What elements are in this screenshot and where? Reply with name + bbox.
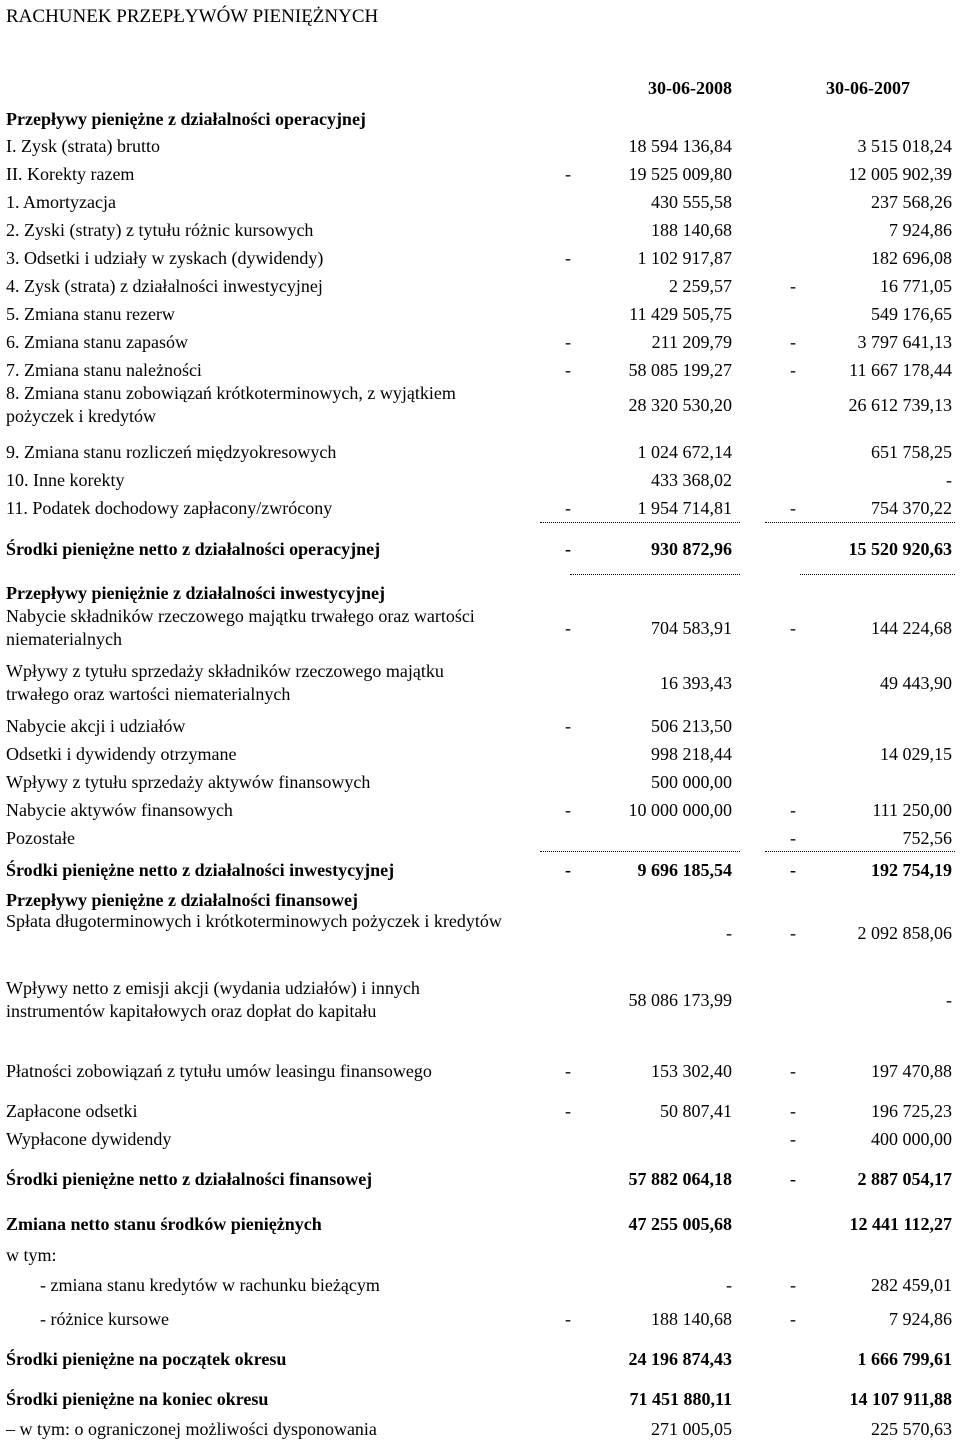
row-label: Wypłacone dywidendy <box>6 1129 172 1149</box>
value-2007: 7 924,86 <box>889 220 952 240</box>
row-label: 7. Zmiana stanu należności <box>6 360 202 380</box>
sign-2007: - <box>790 1169 796 1189</box>
value-2008: 271 005,05 <box>651 1419 732 1439</box>
row-label: 8. Zmiana stanu zobowiązań krótkoterminowych, z wyjątkiem pożyczek i kredytów <box>6 383 456 426</box>
row-label: 11. Podatek dochodowy zapłacony/zwrócony <box>6 498 333 518</box>
value-2007: 752,56 <box>902 828 952 848</box>
sign-2007: - <box>790 1275 796 1295</box>
value-2008: 188 140,68 <box>651 220 732 240</box>
sign-2007: - <box>790 1309 796 1329</box>
value-2007: 196 725,23 <box>871 1101 952 1121</box>
value-2007: 400 000,00 <box>871 1129 952 1149</box>
value-2007: 549 176,65 <box>871 304 952 324</box>
column-header-2008: 30-06-2008 <box>648 78 732 98</box>
value-2007: 192 754,19 <box>871 860 952 880</box>
value-2008: - <box>726 923 732 943</box>
row-label: Pozostałe <box>6 828 75 848</box>
sign-2007: - <box>790 276 796 296</box>
row-label: 4. Zysk (strata) z działalności inwestycyjnej <box>6 276 323 296</box>
value-2008: 11 429 505,75 <box>629 304 732 324</box>
sign-2008: - <box>565 1101 571 1121</box>
row-label: 6. Zmiana stanu zapasów <box>6 332 188 352</box>
row-label: Odsetki i dywidendy otrzymane <box>6 744 237 764</box>
value-2008: 24 196 874,43 <box>628 1349 732 1369</box>
sign-2008: - <box>565 164 571 184</box>
sign-2007: - <box>790 360 796 380</box>
row-label: II. Korekty razem <box>6 164 135 184</box>
row-label: Przepływy pieniężnie z działalności inwestycyjnej <box>6 583 385 603</box>
value-2007: 754 370,22 <box>871 498 952 518</box>
row-label: 9. Zmiana stanu rozliczeń międzyokresowych <box>6 442 337 462</box>
sign-2007: - <box>790 860 796 880</box>
row-label: Wpływy z tytułu sprzedaży aktywów finansowych <box>6 772 371 792</box>
value-2007: 2 887 054,17 <box>857 1169 952 1189</box>
sign-2007: - <box>790 618 796 638</box>
value-2007: 3 515 018,24 <box>857 136 952 156</box>
row-label: Przepływy pieniężne z działalności finansowej <box>6 890 358 910</box>
value-2008: 58 085 199,27 <box>628 360 732 380</box>
value-2007: 7 924,86 <box>889 1309 952 1329</box>
divider-op-4 <box>800 574 955 575</box>
value-2007: 144 224,68 <box>871 618 952 638</box>
sign-2007: - <box>790 498 796 518</box>
value-2007: 26 612 739,13 <box>848 395 952 415</box>
sign-2008: - <box>565 498 571 518</box>
row-label: Wpływy netto z emisji akcji (wydania udziałów) i innych instrumentów kapitałowych oraz dopłat do kapitału <box>6 978 420 1021</box>
sign-2008: - <box>565 332 571 352</box>
value-2007: 111 250,00 <box>872 800 952 820</box>
row-label: Środki pieniężne netto z działalności finansowej <box>6 1169 373 1189</box>
value-2008: 1 102 917,87 <box>637 248 732 268</box>
row-label: Płatności zobowiązań z tytułu umów leasingu finansowego <box>6 1061 432 1081</box>
value-2007: 14 029,15 <box>880 744 952 764</box>
value-2007: 12 005 902,39 <box>848 164 952 184</box>
value-2008: 153 302,40 <box>651 1061 732 1081</box>
sign-2007: - <box>790 1101 796 1121</box>
value-2008: 18 594 136,84 <box>628 136 732 156</box>
value-2008: 19 525 009,80 <box>628 164 732 184</box>
value-2008: 57 882 064,18 <box>628 1169 732 1189</box>
value-2007: 182 696,08 <box>871 248 952 268</box>
sign-2008: - <box>565 539 571 559</box>
column-header-2007: 30-06-2007 <box>826 78 910 98</box>
row-label: Nabycie składników rzeczowego majątku trwałego oraz wartości niematerialnych <box>6 606 475 649</box>
sign-2008: - <box>565 248 571 268</box>
value-2008: 433 368,02 <box>651 470 732 490</box>
divider-inv-2 <box>765 851 955 852</box>
row-label: Wpływy z tytułu sprzedaży składników rzeczowego majątku trwałego oraz wartości niematerialnych <box>6 661 444 704</box>
sign-2007: - <box>790 800 796 820</box>
sign-2008: - <box>565 618 571 638</box>
row-label: - zmiana stanu kredytów w rachunku bieżącym <box>40 1275 380 1295</box>
row-label: Zapłacone odsetki <box>6 1101 138 1121</box>
value-2008: 9 696 185,54 <box>637 860 732 880</box>
divider-inv-1 <box>540 851 740 852</box>
value-2007: 237 568,26 <box>871 192 952 212</box>
value-2007: 12 441 112,27 <box>849 1214 952 1234</box>
value-2007: 225 570,63 <box>871 1419 952 1439</box>
value-2008: 500 000,00 <box>651 772 732 792</box>
row-label: Środki pieniężne netto z działalności inwestycyjnej <box>6 860 395 880</box>
row-label: 5. Zmiana stanu rezerw <box>6 304 175 324</box>
value-2008: 47 255 005,68 <box>628 1214 732 1234</box>
value-2008: 1 024 672,14 <box>637 442 732 462</box>
row-label: – w tym: o ograniczonej możliwości dysponowania <box>6 1419 377 1439</box>
value-2007: 14 107 911,88 <box>849 1389 952 1409</box>
sign-2008: - <box>565 716 571 736</box>
value-2008: 930 872,96 <box>651 539 732 559</box>
value-2007: 282 459,01 <box>871 1275 952 1295</box>
row-label: 3. Odsetki i udziały w zyskach (dywidendy) <box>6 248 324 268</box>
row-label: Przepływy pieniężne z działalności operacyjnej <box>6 109 366 129</box>
value-2008: 2 259,57 <box>669 276 732 296</box>
value-2008: 71 451 880,11 <box>629 1389 732 1409</box>
value-2007: 2 092 858,06 <box>857 923 952 943</box>
sign-2008: - <box>565 360 571 380</box>
value-2008: 58 086 173,99 <box>628 990 732 1010</box>
row-label: 1. Amortyzacja <box>6 192 116 212</box>
value-2008: 50 807,41 <box>660 1101 732 1121</box>
row-label: 2. Zyski (straty) z tytułu różnic kursowych <box>6 220 314 240</box>
sign-2008: - <box>565 860 571 880</box>
divider-op-3 <box>570 574 740 575</box>
value-2007: 16 771,05 <box>880 276 952 296</box>
row-label: Nabycie akcji i udziałów <box>6 716 186 736</box>
value-2008: 188 140,68 <box>651 1309 732 1329</box>
value-2008: 506 213,50 <box>651 716 732 736</box>
value-2008: 998 218,44 <box>651 744 732 764</box>
row-label: Środki pieniężne na początek okresu <box>6 1349 287 1369</box>
value-2007: 3 797 641,13 <box>857 332 952 352</box>
sign-2007: - <box>790 1061 796 1081</box>
row-label: Środki pieniężne na koniec okresu <box>6 1389 269 1409</box>
sign-2007: - <box>790 828 796 848</box>
row-label: 10. Inne korekty <box>6 470 125 490</box>
value-2008: 10 000 000,00 <box>628 800 732 820</box>
sign-2008: - <box>565 1061 571 1081</box>
row-label: I. Zysk (strata) brutto <box>6 136 160 156</box>
value-2008: 211 209,79 <box>651 332 732 352</box>
row-label: w tym: <box>6 1245 57 1265</box>
divider-op-1 <box>540 522 740 523</box>
value-2008: 28 320 530,20 <box>628 395 732 415</box>
value-2008: 430 555,58 <box>651 192 732 212</box>
value-2008: - <box>726 1275 732 1295</box>
value-2007: - <box>946 470 952 490</box>
divider-op-2 <box>765 522 955 523</box>
value-2008: 16 393,43 <box>660 673 732 693</box>
value-2007: 11 667 178,44 <box>849 360 952 380</box>
value-2007: 15 520 920,63 <box>848 539 952 559</box>
value-2007: 1 666 799,61 <box>857 1349 952 1369</box>
sign-2007: - <box>790 1129 796 1149</box>
sign-2008: - <box>565 1309 571 1329</box>
value-2007: - <box>946 990 952 1010</box>
row-label: Środki pieniężne netto z działalności operacyjnej <box>6 539 381 559</box>
value-2007: 49 443,90 <box>880 673 952 693</box>
sign-2008: - <box>565 800 571 820</box>
row-label: Spłata długoterminowych i krótkoterminowych pożyczek i kredytów <box>6 911 502 931</box>
document-title: RACHUNEK PRZEPŁYWÓW PIENIĘŻNYCH <box>6 6 379 27</box>
value-2008: 704 583,91 <box>651 618 732 638</box>
row-label: Nabycie aktywów finansowych <box>6 800 233 820</box>
value-2007: 197 470,88 <box>871 1061 952 1081</box>
value-2007: 651 758,25 <box>871 442 952 462</box>
row-label: Zmiana netto stanu środków pieniężnych <box>6 1214 322 1234</box>
row-label: - różnice kursowe <box>40 1309 169 1329</box>
value-2008: 1 954 714,81 <box>637 498 732 518</box>
sign-2007: - <box>790 332 796 352</box>
sign-2007: - <box>790 923 796 943</box>
